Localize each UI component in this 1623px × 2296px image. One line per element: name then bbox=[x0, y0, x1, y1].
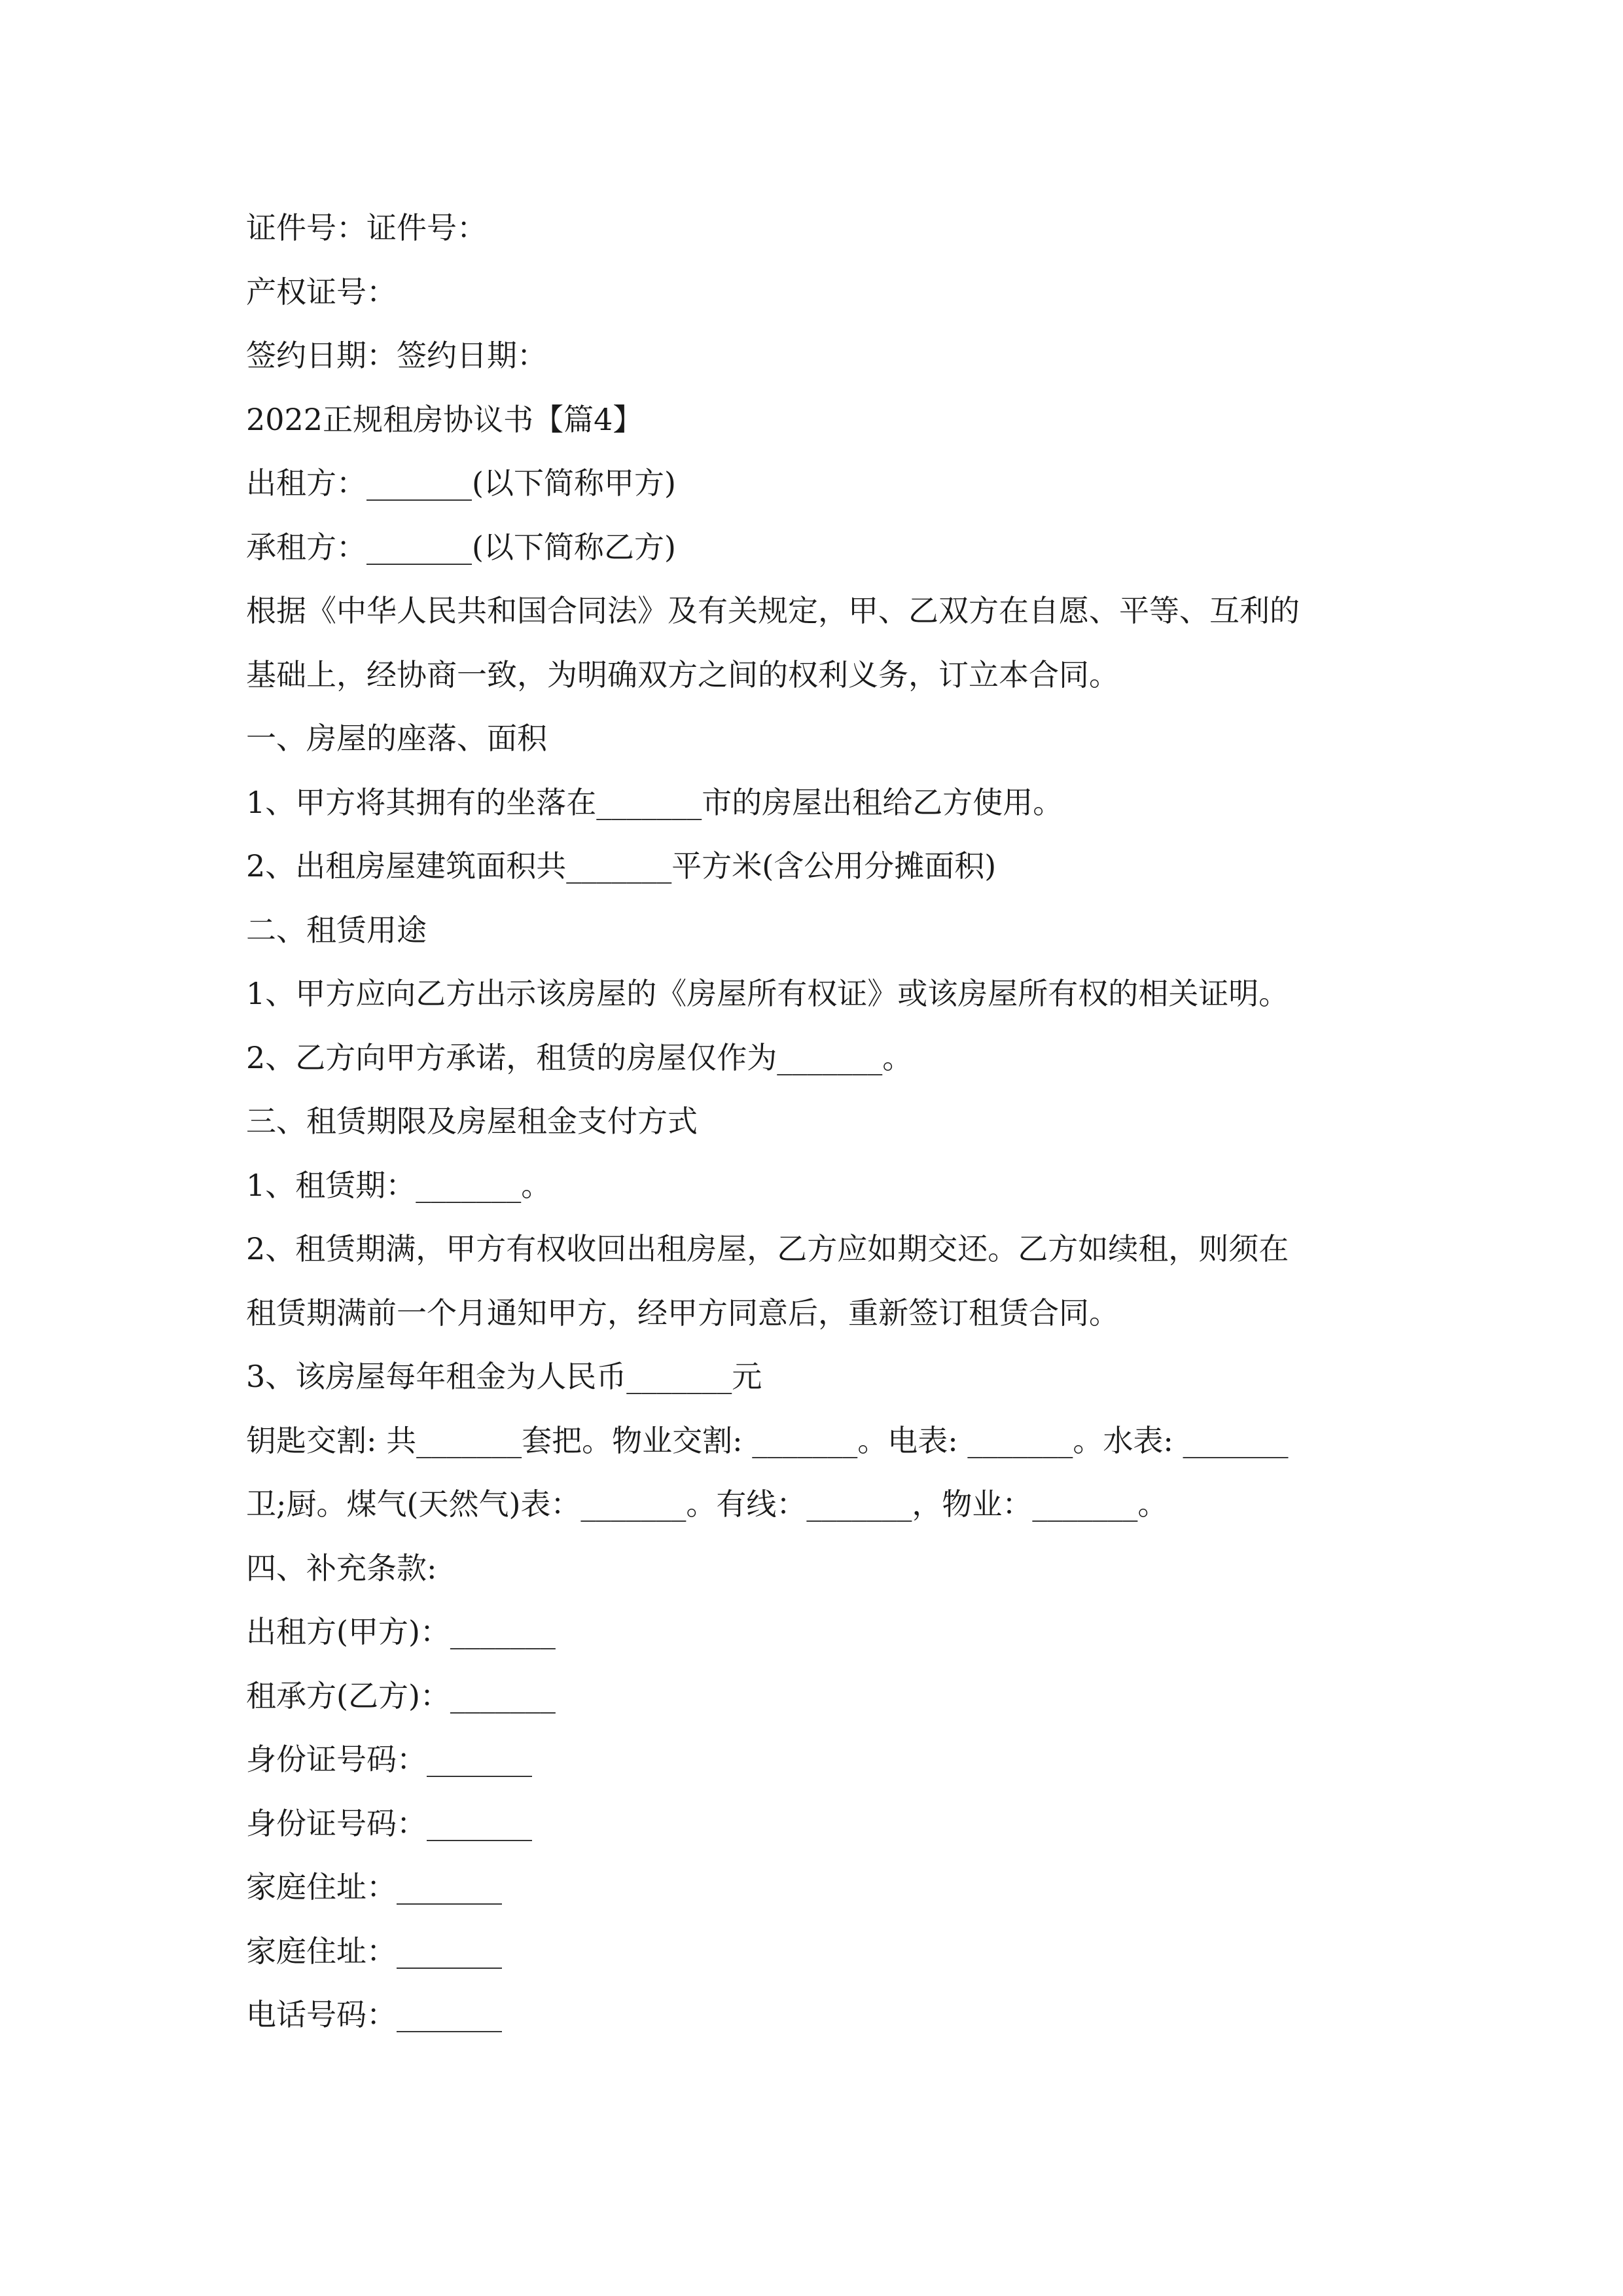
clause-heading: 二、租赁用途 bbox=[246, 912, 427, 948]
clause-item: 3、该房屋每年租金为人民币_______元 bbox=[246, 1359, 762, 1394]
signature-field: 家庭住址：_______ bbox=[246, 1933, 502, 1969]
document-body bbox=[246, 196, 1398, 2047]
handover-line: 卫;厨。煤气(天然气)表：_______。有线：_______，物业：_______。 bbox=[246, 1486, 1168, 1522]
signature-field: 电话号码：_______ bbox=[246, 1997, 502, 2032]
clause-item: 2、乙方向甲方承诺，租赁的房屋仅作为_______。 bbox=[246, 1039, 913, 1075]
clause-item: 租赁期满前一个月通知甲方，经甲方同意后，重新签订租赁合同。 bbox=[246, 1295, 1119, 1331]
preamble-line: 根据《中华人民共和国合同法》及有关规定，甲、乙双方在自愿、平等、互利的 bbox=[246, 593, 1300, 628]
lessee-line: 承租方：_______(以下简称乙方) bbox=[246, 529, 676, 565]
clause-item: 2、出租房屋建筑面积共_______平方米(含公用分摊面积) bbox=[246, 848, 997, 884]
signature-field: 身份证号码：_______ bbox=[246, 1742, 532, 1777]
clause-item: 1、甲方应向乙方出示该房屋的《房屋所有权证》或该房屋所有权的相关证明。 bbox=[246, 976, 1289, 1011]
signature-field: 身份证号码：_______ bbox=[246, 1805, 532, 1841]
signature-field: 出租方(甲方)：_______ bbox=[246, 1614, 556, 1649]
lessor-line: 出租方：_______(以下简称甲方) bbox=[246, 465, 676, 501]
clause-heading: 一、房屋的座落、面积 bbox=[246, 721, 547, 756]
clause-heading: 四、补充条款: bbox=[246, 1550, 437, 1586]
clause-item: 1、租赁期：_______。 bbox=[246, 1167, 552, 1203]
id-number-line: 证件号：证件号： bbox=[246, 210, 487, 245]
clause-heading: 三、租赁期限及房屋租金支付方式 bbox=[246, 1103, 698, 1139]
handover-line: 钥匙交割: 共_______套把。物业交割: _______。电表: _______。水表: _______ bbox=[246, 1422, 1289, 1458]
signature-field: 租承方(乙方)：_______ bbox=[246, 1677, 556, 1713]
property-cert-line: 产权证号： bbox=[246, 274, 397, 310]
section-title: 2022正规租房协议书【篇4】 bbox=[246, 401, 643, 437]
sign-date-line: 签约日期：签约日期： bbox=[246, 338, 547, 373]
preamble-line: 基础上，经协商一致，为明确双方之间的权利义务，订立本合同。 bbox=[246, 656, 1119, 692]
signature-field: 家庭住址：_______ bbox=[246, 1869, 502, 1905]
clause-item: 2、租赁期满，甲方有权收回出租房屋，乙方应如期交还。乙方如续租，则须在 bbox=[246, 1231, 1289, 1266]
clause-item: 1、甲方将其拥有的坐落在_______市的房屋出租给乙方使用。 bbox=[246, 784, 1063, 820]
